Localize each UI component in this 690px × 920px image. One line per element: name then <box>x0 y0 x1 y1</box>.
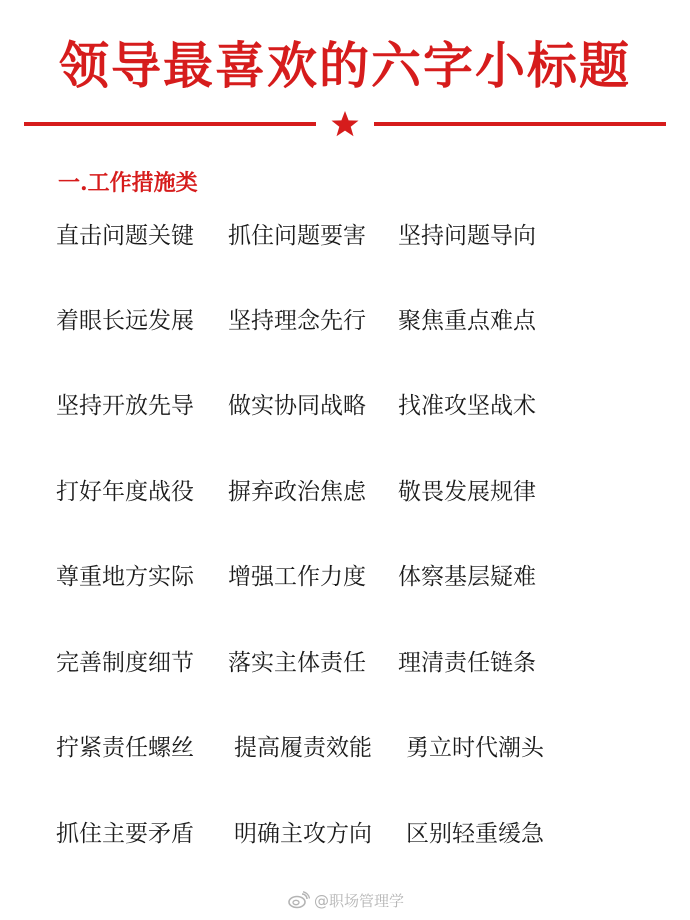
phrase-item: 敬畏发展规律 <box>398 479 536 505</box>
title-divider <box>24 112 666 136</box>
phrase-item: 提高履责效能 <box>234 735 372 761</box>
phrase-item: 体察基层疑难 <box>398 564 536 590</box>
phrase-item: 打好年度战役 <box>56 479 194 505</box>
page-title: 领导最喜欢的六字小标题 <box>59 36 631 95</box>
phrase-item: 找准攻坚战术 <box>398 393 536 419</box>
phrase-item: 明确主攻方向 <box>234 821 372 847</box>
phrase-row <box>56 303 656 339</box>
phrase-item: 做实协同战略 <box>228 393 366 419</box>
divider-line-left <box>24 122 316 126</box>
phrase-row <box>56 730 656 766</box>
divider-line-right <box>374 122 666 126</box>
phrase-item: 增强工作力度 <box>228 564 366 590</box>
phrase-item: 落实主体责任 <box>228 650 366 676</box>
phrase-item: 抓住问题要害 <box>228 223 366 249</box>
weibo-icon <box>288 891 310 909</box>
phrase-item: 区别轻重缓急 <box>406 821 544 847</box>
phrase-item: 直击问题关键 <box>56 223 194 249</box>
phrase-item: 理清责任链条 <box>398 650 536 676</box>
phrase-row <box>56 218 656 254</box>
star-icon <box>329 110 361 138</box>
section-title: 一.工作措施类 <box>58 170 198 196</box>
phrase-item: 着眼长远发展 <box>56 308 194 334</box>
watermark-text: @职场管理学 <box>314 891 405 910</box>
phrase-item: 抓住主要矛盾 <box>56 821 194 847</box>
phrase-row <box>56 388 656 424</box>
phrase-item: 尊重地方实际 <box>56 564 194 590</box>
phrase-row <box>56 559 656 595</box>
phrase-row <box>56 645 656 681</box>
phrase-row <box>56 816 656 852</box>
phrase-item: 完善制度细节 <box>56 650 194 676</box>
watermark <box>288 888 404 912</box>
phrase-item: 坚持问题导向 <box>398 223 536 249</box>
phrase-item: 坚持开放先导 <box>56 393 194 419</box>
phrase-item: 聚焦重点难点 <box>398 308 536 334</box>
phrase-item: 坚持理念先行 <box>228 308 366 334</box>
phrase-item: 勇立时代潮头 <box>406 735 544 761</box>
phrase-item: 拧紧责任螺丝 <box>56 735 194 761</box>
phrase-row <box>56 474 656 510</box>
phrase-item: 摒弃政治焦虑 <box>228 479 366 505</box>
